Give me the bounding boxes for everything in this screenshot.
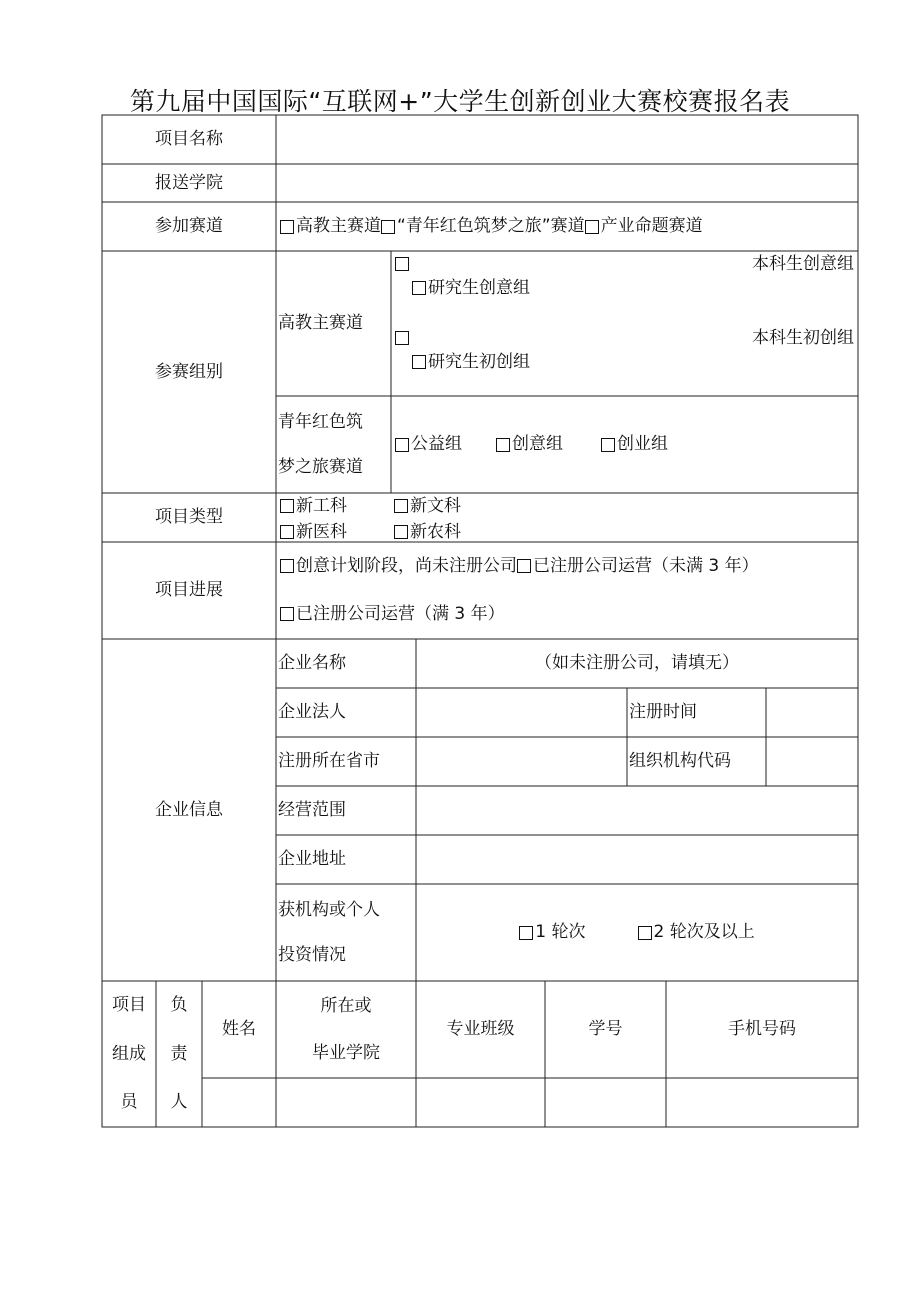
checkbox-idea-stage[interactable] bbox=[280, 559, 294, 573]
option-round-2-plus: 2 轮次及以上 bbox=[653, 922, 755, 943]
leader-label bbox=[156, 981, 202, 1127]
checkbox-new-medicine[interactable] bbox=[280, 525, 294, 539]
leader-label-line3: 人 bbox=[170, 1092, 188, 1113]
leader-label-line1: 负 bbox=[170, 995, 188, 1016]
project-name-label: 项目名称 bbox=[155, 129, 223, 150]
checkbox-new-liberal-arts[interactable] bbox=[394, 499, 408, 513]
leader-name-field[interactable] bbox=[202, 1078, 276, 1127]
progress-row-2 bbox=[278, 598, 858, 630]
type-row-2b bbox=[392, 521, 592, 543]
investment-label-line2: 投资情况 bbox=[278, 944, 346, 965]
checkbox-round-2-plus[interactable] bbox=[638, 926, 652, 940]
address-field[interactable] bbox=[416, 835, 858, 884]
option-grad-idea: 研究生创意组 bbox=[428, 277, 530, 298]
checkbox-grad-idea[interactable] bbox=[412, 281, 426, 295]
member-college-header-line2: 毕业学院 bbox=[312, 1042, 380, 1063]
checkbox-main-track[interactable] bbox=[280, 220, 294, 234]
company-name-hint[interactable]: （如未注册公司，请填无） bbox=[535, 653, 739, 674]
checkbox-undergrad-idea[interactable] bbox=[395, 257, 409, 271]
option-registered-over-3: 已注册公司运营（满 3 年） bbox=[296, 603, 505, 624]
track-option-main: 高教主赛道 bbox=[296, 216, 381, 237]
investment-label-line1: 获机构或个人 bbox=[278, 900, 380, 921]
member-major-header: 专业班级 bbox=[446, 1019, 515, 1040]
checkbox-public-welfare[interactable] bbox=[395, 438, 409, 452]
members-label bbox=[102, 981, 156, 1127]
option-new-agriculture: 新农科 bbox=[410, 521, 461, 542]
company-name-label: 企业名称 bbox=[278, 653, 346, 674]
leader-phone-field[interactable] bbox=[666, 1078, 858, 1127]
business-scope-field[interactable] bbox=[416, 786, 858, 835]
red-track-label bbox=[276, 396, 391, 493]
option-registered-under-3: 已注册公司运营（未满 3 年） bbox=[533, 555, 759, 576]
option-new-liberal-arts: 新文科 bbox=[410, 495, 461, 516]
option-red-startup: 创业组 bbox=[617, 434, 668, 455]
checkbox-new-agriculture[interactable] bbox=[394, 525, 408, 539]
main-group-row-1 bbox=[393, 252, 856, 276]
progress-row-1 bbox=[278, 550, 858, 582]
leader-college-field[interactable] bbox=[276, 1078, 416, 1127]
leader-major-field[interactable] bbox=[416, 1078, 545, 1127]
checkbox-industry-track[interactable] bbox=[585, 220, 599, 234]
address-label: 企业地址 bbox=[278, 849, 346, 870]
leader-student-id-field[interactable] bbox=[545, 1078, 666, 1127]
college-field[interactable] bbox=[276, 164, 858, 202]
investment-label bbox=[276, 884, 416, 981]
option-idea-stage: 创意计划阶段，尚未注册公司 bbox=[296, 555, 517, 576]
reg-city-field[interactable] bbox=[416, 737, 627, 786]
track-option-red: “青年红色筑梦之旅”赛道 bbox=[397, 216, 585, 237]
project-name-field[interactable] bbox=[276, 115, 858, 164]
form-title: 第九届中国国际“互联网+”大学生创新创业大赛校赛报名表 bbox=[129, 87, 791, 116]
members-label-line3: 员 bbox=[120, 1092, 138, 1113]
checkbox-red-idea[interactable] bbox=[496, 438, 510, 452]
type-row-1a bbox=[278, 495, 392, 517]
checkbox-new-engineering[interactable] bbox=[280, 499, 294, 513]
track-label: 参加赛道 bbox=[155, 216, 223, 237]
main-group-row-2 bbox=[410, 276, 856, 300]
red-group-options bbox=[393, 396, 856, 493]
option-red-idea: 创意组 bbox=[512, 434, 563, 455]
member-college-header bbox=[276, 981, 416, 1078]
type-row-1b bbox=[392, 495, 592, 517]
project-type-label: 项目类型 bbox=[155, 507, 223, 528]
leader-label-line2: 责 bbox=[170, 1043, 188, 1064]
main-track-label: 高教主赛道 bbox=[278, 313, 363, 334]
member-college-header-line1: 所在或 bbox=[320, 996, 372, 1017]
option-grad-startup: 研究生初创组 bbox=[428, 351, 530, 372]
option-round-1: 1 轮次 bbox=[535, 922, 586, 943]
investment-options bbox=[416, 884, 858, 981]
checkbox-registered-under-3[interactable] bbox=[517, 559, 531, 573]
red-track-label-line2: 梦之旅赛道 bbox=[278, 456, 363, 477]
option-new-engineering: 新工科 bbox=[296, 495, 347, 516]
option-undergrad-startup: 本科生初创组 bbox=[752, 327, 854, 348]
option-undergrad-idea: 本科生创意组 bbox=[752, 253, 854, 274]
progress-label: 项目进展 bbox=[155, 580, 223, 601]
members-label-line2: 组成 bbox=[112, 1043, 146, 1064]
red-track-label-line1: 青年红色筑 bbox=[278, 412, 363, 433]
legal-person-label: 企业法人 bbox=[278, 702, 346, 723]
checkbox-registered-over-3[interactable] bbox=[280, 607, 294, 621]
org-code-label: 组织机构代码 bbox=[629, 751, 731, 772]
checkbox-red-startup[interactable] bbox=[601, 438, 615, 452]
member-student-id-header: 学号 bbox=[588, 1019, 623, 1040]
checkbox-round-1[interactable] bbox=[519, 926, 533, 940]
option-public-welfare: 公益组 bbox=[411, 434, 462, 455]
legal-person-field[interactable] bbox=[416, 688, 627, 737]
reg-time-field[interactable] bbox=[766, 688, 858, 737]
reg-city-label: 注册所在省市 bbox=[278, 751, 380, 772]
checkbox-grad-startup[interactable] bbox=[412, 355, 426, 369]
business-scope-label: 经营范围 bbox=[278, 800, 346, 821]
member-name-header: 姓名 bbox=[222, 1019, 256, 1040]
checkbox-red-track[interactable] bbox=[381, 220, 395, 234]
members-label-line1: 项目 bbox=[112, 995, 146, 1016]
track-options bbox=[278, 202, 858, 251]
type-row-2a bbox=[278, 521, 392, 543]
group-label: 参赛组别 bbox=[155, 361, 223, 382]
reg-time-label: 注册时间 bbox=[629, 702, 697, 723]
company-info-label: 企业信息 bbox=[155, 799, 223, 820]
option-new-medicine: 新医科 bbox=[296, 521, 347, 542]
college-label: 报送学院 bbox=[155, 172, 223, 193]
main-group-row-4 bbox=[410, 350, 856, 374]
main-group-row-3 bbox=[393, 326, 856, 350]
org-code-field[interactable] bbox=[766, 737, 858, 786]
track-option-industry: 产业命题赛道 bbox=[600, 216, 703, 237]
member-phone-header: 手机号码 bbox=[728, 1019, 796, 1040]
checkbox-undergrad-startup[interactable] bbox=[395, 331, 409, 345]
